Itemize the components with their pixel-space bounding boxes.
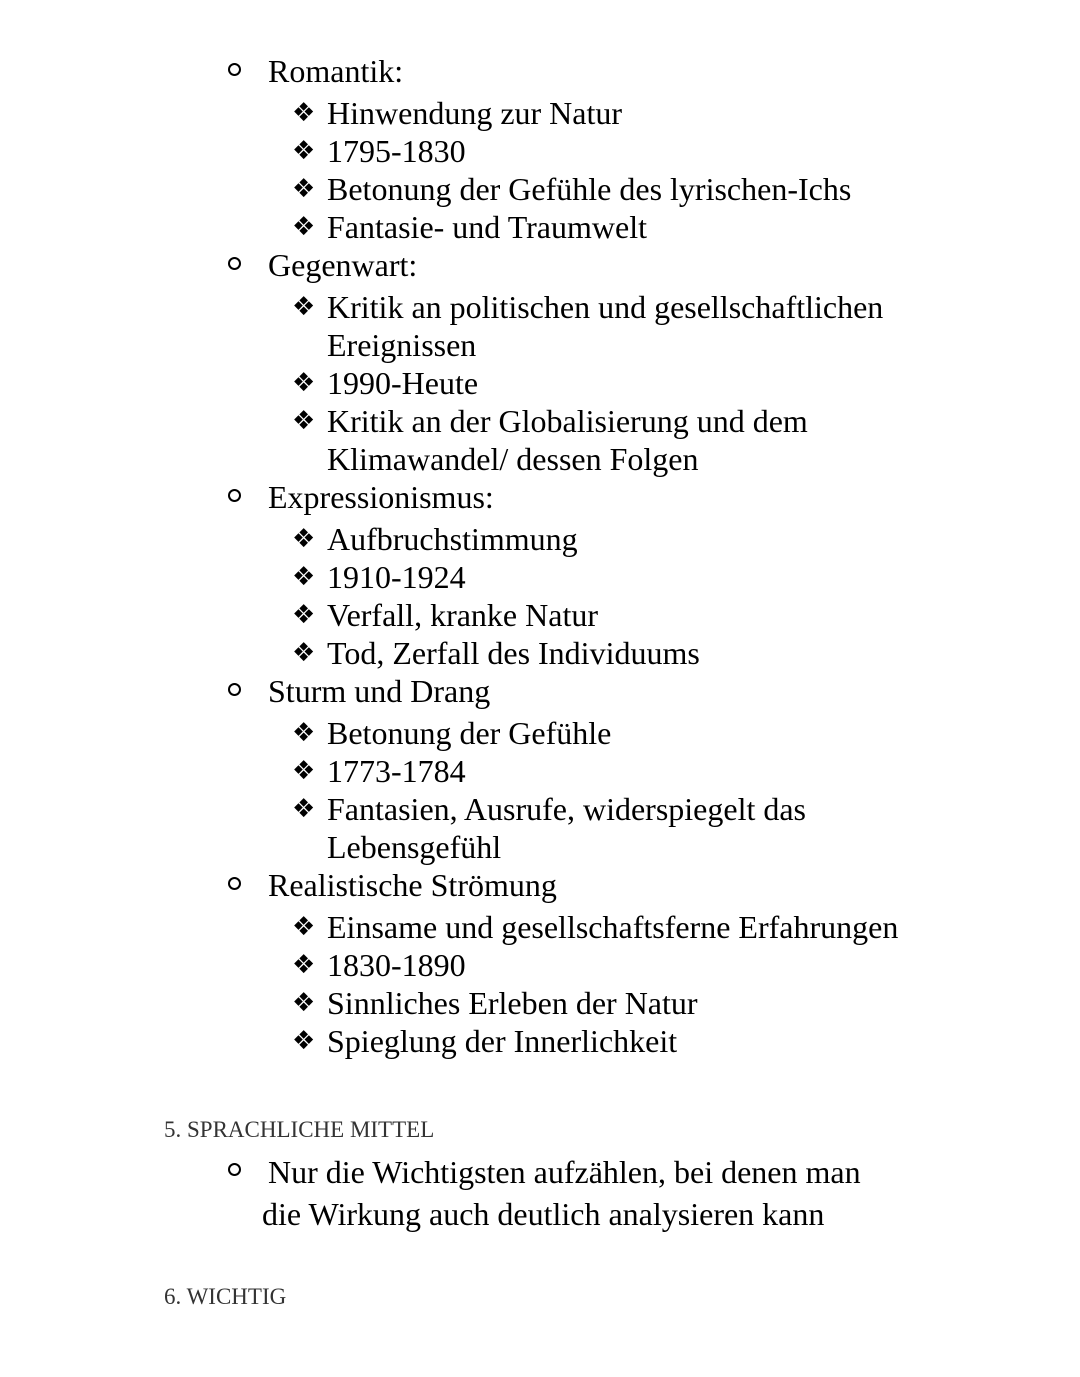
list-item [0,790,1080,866]
point-text: 1910-1924 [327,559,466,595]
list-item [0,984,1080,1022]
epoch-points [0,516,1080,672]
point-text: 1773-1784 [327,753,466,789]
point-text: Verfall, kranke Natur [327,597,598,633]
list-item [0,170,1080,208]
diamond-bullet-icon: ❖ [292,524,316,554]
diamond-bullet-icon: ❖ [292,600,316,630]
point-text: Hinwendung zur Natur [327,95,623,131]
circle-bullet-icon [228,63,241,76]
section-heading-sprachliche-mittel: 5. SPRACHLICHE MITTEL [164,1117,435,1142]
point-text: Aufbruchstimmung [327,521,578,557]
list-item [0,364,1080,402]
diamond-bullet-icon: ❖ [292,950,316,980]
epoch-list [0,52,1080,1060]
epoch-expressionismus [0,478,1080,672]
section-heading-wichtig: 6. WICHTIG [164,1284,287,1309]
epoch-title: Realistische Strömung [268,867,557,903]
epoch-heading [0,866,1080,904]
section-item-text: Nur die Wichtigsten aufzählen, bei denen man die Wirkung auch deutlich analysieren kann [262,1154,861,1232]
list-item [0,132,1080,170]
point-text: Kritik an politischen und gesellschaftlichen Ereignissen [327,289,884,363]
list-item [0,596,1080,634]
point-text: Fantasie- und Traumwelt [327,209,647,245]
point-text: 1795-1830 [327,133,466,169]
epoch-gegenwart [0,246,1080,478]
list-item [0,288,1080,364]
list-item [0,908,1080,946]
point-text: 1990-Heute [327,365,479,401]
diamond-bullet-icon: ❖ [292,562,316,592]
diamond-bullet-icon: ❖ [292,212,316,242]
point-text: Sinnliches Erleben der Natur [327,985,698,1021]
point-text: Betonung der Gefühle [327,715,612,751]
point-text: Fantasien, Ausrufe, widerspiegelt das Lebensgefühl [327,791,806,865]
list-item [0,714,1080,752]
epoch-points [0,284,1080,478]
diamond-bullet-icon: ❖ [292,794,316,824]
list-item [0,402,1080,478]
diamond-bullet-icon: ❖ [292,136,316,166]
point-text: Einsame und gesellschaftsferne Erfahrungen [327,909,899,945]
epoch-title: Sturm und Drang [268,673,491,709]
point-text: Tod, Zerfall des Individuums [327,635,700,671]
diamond-bullet-icon: ❖ [292,98,316,128]
epoch-points [0,90,1080,246]
point-text: Betonung der Gefühle des lyrischen-Ichs [327,171,852,207]
circle-bullet-icon [228,489,241,502]
epoch-heading [0,52,1080,90]
list-item [0,752,1080,790]
list-item [0,558,1080,596]
epoch-heading [0,672,1080,710]
epoch-points [0,710,1080,866]
epoch-heading [0,246,1080,284]
point-text: Spieglung der Innerlichkeit [327,1023,678,1059]
diamond-bullet-icon: ❖ [292,174,316,204]
diamond-bullet-icon: ❖ [292,756,316,786]
list-item [0,1022,1080,1060]
diamond-bullet-icon: ❖ [292,912,316,942]
diamond-bullet-icon: ❖ [292,988,316,1018]
point-text: Kritik an der Globalisierung und dem Klimawandel/ dessen Folgen [327,403,808,477]
epoch-sturm-und-drang [0,672,1080,866]
epoch-title: Romantik: [268,53,404,89]
diamond-bullet-icon: ❖ [292,638,316,668]
list-item [0,208,1080,246]
diamond-bullet-icon: ❖ [292,368,316,398]
circle-bullet-icon [228,877,241,890]
diamond-bullet-icon: ❖ [292,406,316,436]
epoch-realistische-stroemung [0,866,1080,1060]
epoch-title: Gegenwart: [268,247,418,283]
epoch-points [0,904,1080,1060]
list-item [0,520,1080,558]
list-item [0,634,1080,672]
circle-bullet-icon [228,1163,241,1176]
list-item [0,946,1080,984]
diamond-bullet-icon: ❖ [292,1026,316,1056]
epoch-title: Expressionismus: [268,479,494,515]
list-item [0,94,1080,132]
circle-bullet-icon [228,257,241,270]
circle-bullet-icon [228,683,241,696]
epoch-heading [0,478,1080,516]
epoch-romantik [0,52,1080,246]
diamond-bullet-icon: ❖ [292,292,316,322]
point-text: 1830-1890 [327,947,466,983]
diamond-bullet-icon: ❖ [292,718,316,748]
